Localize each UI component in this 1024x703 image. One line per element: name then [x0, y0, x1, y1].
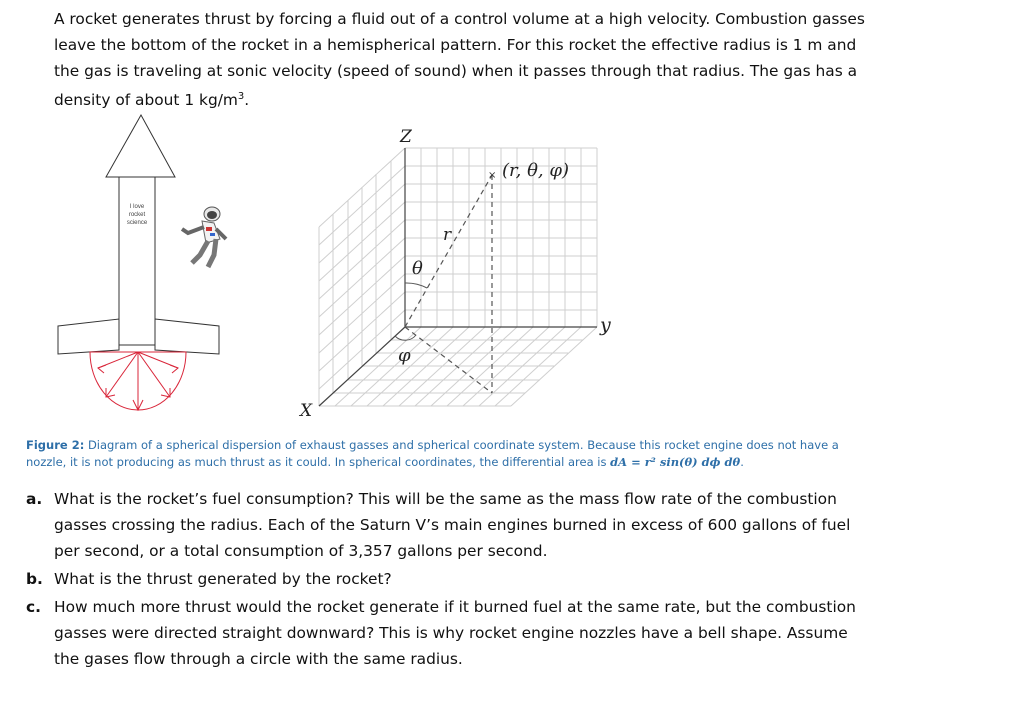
theta-arc — [405, 283, 427, 288]
question-text: How much more thrust would the rocket generate if it burned fuel at the same rate, but the combustion gasses were directed straight downward? This is why rocket engine nozzles have a bell shape. Assume the gases flow through a circle with the same radius. — [54, 598, 856, 668]
caption-end: . — [740, 455, 744, 469]
question-list — [26, 486, 866, 674]
point-label: (r, θ, φ) — [502, 160, 569, 181]
intro-superscript: 3 — [237, 91, 245, 102]
caption-formula: dA = r² sin(θ) dϕ dθ — [610, 455, 741, 469]
rocket-fin-right — [155, 319, 219, 354]
question-text: What is the thrust generated by the rocket? — [54, 570, 392, 588]
caption-text: Diagram of a spherical dispersion of exhaust gasses and spherical coordinate system. Because this rocket engine does not have a nozzle, it is not producing as much thrust as it could. In spherical coordinates, the differential area is — [26, 438, 839, 469]
rocket-text-line2: rocket — [128, 212, 146, 218]
question-item — [26, 486, 866, 564]
intro-text: A rocket generates thrust by forcing a fluid out of a control volume at a high velocity. Combustion gasses leave the bottom of the rocket in a hemispherical pattern. For this rocket the effective radius is 1 m and the gas is traveling at sonic velocity (speed of sound) when it passes through that radius. The gas has a density of about 1 kg/m — [54, 10, 865, 110]
question-item — [26, 566, 866, 592]
axis-label-x: X — [300, 401, 313, 421]
intro-end: . — [244, 91, 250, 110]
axis-label-z: Z — [400, 127, 412, 147]
exhaust-hemisphere — [90, 352, 186, 410]
rocket-nose — [106, 115, 175, 177]
phi-label: φ — [398, 345, 411, 366]
rocket-body — [119, 177, 155, 345]
rocket-diagram — [58, 115, 219, 354]
question-marker: c. — [26, 598, 41, 616]
figure-caption — [26, 437, 876, 471]
phi-arc — [395, 335, 416, 340]
question-item — [26, 594, 866, 672]
rocket-fin-left — [58, 319, 119, 354]
rocket-text-line3: science — [126, 220, 148, 226]
astronaut-icon — [182, 207, 226, 267]
rocket-text-line1: I love — [129, 204, 145, 210]
point-marker: × — [488, 170, 497, 181]
axis-label-y: y — [600, 314, 611, 336]
question-marker: a. — [26, 490, 43, 508]
question-marker: b. — [26, 570, 43, 588]
question-text: What is the rocket’s fuel consumption? This will be the same as the mass flow rate of the combustion gasses crossing the radius. Each of the Saturn V’s main engines burned in excess of 600 gallons of fuel per second, or a total consumption of 3,357 gallons per second. — [54, 490, 851, 560]
radius-label: r — [443, 225, 452, 245]
theta-label: θ — [412, 258, 423, 279]
caption-label: Figure 2: — [26, 438, 85, 452]
